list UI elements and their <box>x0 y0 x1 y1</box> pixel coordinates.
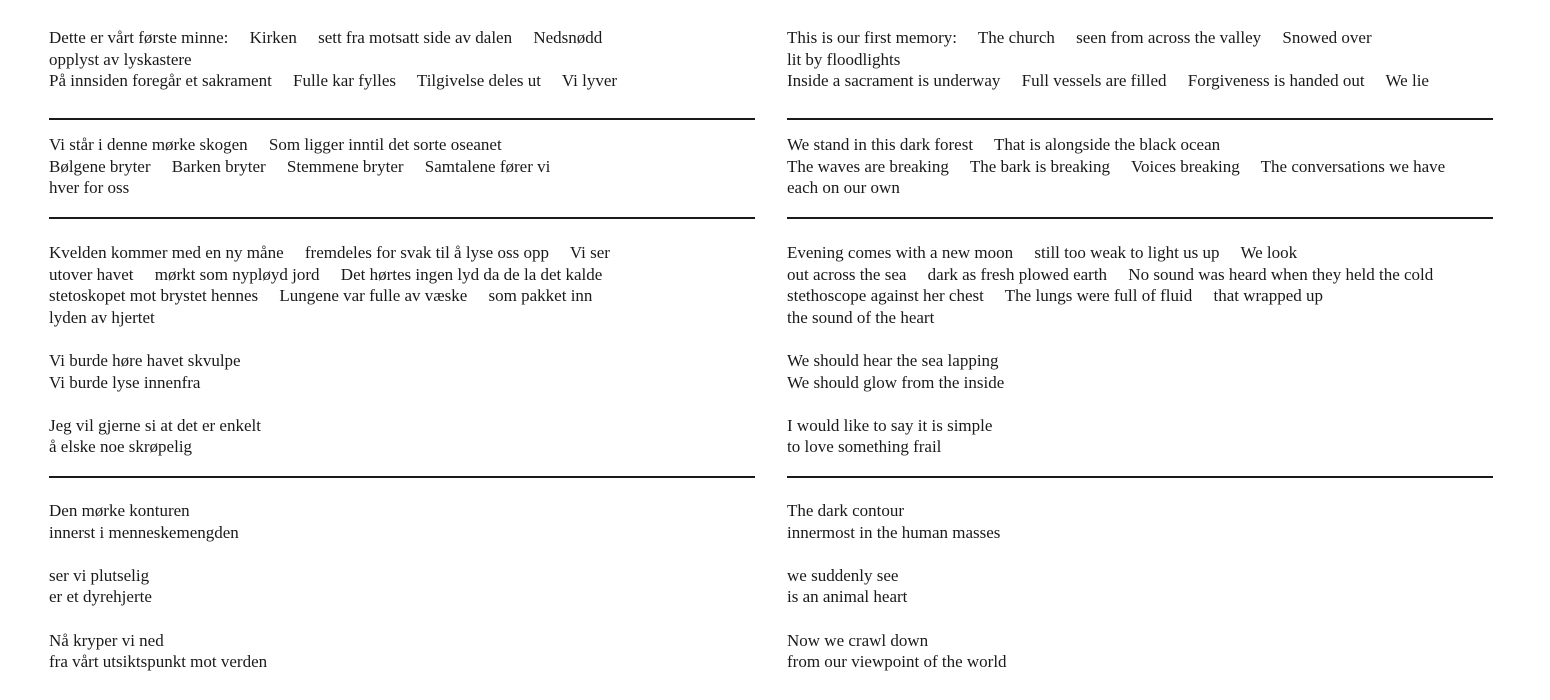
stanza-gap <box>787 608 1493 630</box>
divider-3 <box>49 476 755 478</box>
poem-line: Evening comes with a new moon still too weak to light us up We look <box>787 243 1298 262</box>
poem-line: Dette er vårt første minne: Kirken sett fra motsatt side av dalen Nedsnødd <box>49 28 603 47</box>
stanza-gap <box>787 393 1493 415</box>
poem-line: Bølgene bryter Barken bryter Stemmene bryter Samtalene fører vi <box>49 156 551 176</box>
poem-line: Vi burde lyse innenfra <box>49 372 201 392</box>
poem-line: the sound of the heart <box>787 307 935 327</box>
poem-line: stethoscope against her chest The lungs were full of fluid that wrapped up <box>787 286 1323 306</box>
poem-line: to love something frail <box>787 437 942 457</box>
poem-line: We stand in this dark forest That is alongside the black ocean <box>787 135 1221 154</box>
poem-line: Vi står i denne mørke skogen Som ligger inntil det sorte oseanet <box>49 135 502 154</box>
poem-line: We should hear the sea lapping <box>787 350 999 370</box>
poem-line: we suddenly see <box>787 565 899 585</box>
poem-line: from our viewpoint of the world <box>787 652 1007 672</box>
divider-2 <box>49 217 755 219</box>
poem-line: out across the sea dark as fresh plowed earth No sound was heard when they held the cold <box>787 264 1434 284</box>
divider-1 <box>49 118 755 120</box>
stanza-gap <box>49 393 755 415</box>
poem-line: We should glow from the inside <box>787 372 1005 392</box>
poem-line: innermost in the human masses <box>787 522 1001 542</box>
stanza-gap <box>787 543 1493 565</box>
poem-line: This is our first memory: The church seen from across the valley Snowed over <box>787 28 1372 47</box>
poem-line: ser vi plutselig <box>49 565 150 585</box>
poem-line: I would like to say it is simple <box>787 415 993 435</box>
poem-line: Jeg vil gjerne si at det er enkelt <box>49 415 261 435</box>
stanza-4-english <box>787 500 1493 673</box>
poem-line: å elske noe skrøpelig <box>49 437 193 457</box>
stanza-2-english <box>787 134 1493 199</box>
stanza-gap <box>49 608 755 630</box>
divider-1 <box>787 118 1493 120</box>
stanza-1-english <box>787 27 1493 92</box>
poem-line: Now we crawl down <box>787 630 929 650</box>
poem-line: utover havet mørkt som nypløyd jord Det hørtes ingen lyd da de la det kalde <box>49 264 603 284</box>
poem-line: Nå kryper vi ned <box>49 630 164 650</box>
stanza-3-english <box>787 242 1493 458</box>
poem-line: Den mørke konturen <box>49 501 190 520</box>
poem-line: På innsiden foregår et sakrament Fulle kar fylles Tilgivelse deles ut Vi lyver <box>49 71 618 91</box>
poem-line: hver for oss <box>49 178 130 198</box>
poem-line: er et dyrehjerte <box>49 587 152 607</box>
stanza-1-norwegian <box>49 27 755 92</box>
divider-2 <box>787 217 1493 219</box>
poem-line: The waves are breaking The bark is breaking Voices breaking The conversations we have <box>787 156 1446 176</box>
divider-3 <box>787 476 1493 478</box>
poem-line: Kvelden kommer med en ny måne fremdeles for svak til å lyse oss opp Vi ser <box>49 243 610 262</box>
poem-line: The dark contour <box>787 501 905 520</box>
poem-line: lyden av hjertet <box>49 307 155 327</box>
poem-line: opplyst av lyskastere <box>49 49 192 69</box>
stanza-gap <box>49 543 755 565</box>
stanza-2-norwegian <box>49 134 755 199</box>
poem-line: Vi burde høre havet skvulpe <box>49 350 241 370</box>
poem-line: is an animal heart <box>787 587 908 607</box>
stanza-gap <box>49 328 755 350</box>
poem-line: lit by floodlights <box>787 49 901 69</box>
poem-line: fra vårt utsiktspunkt mot verden <box>49 652 268 672</box>
stanza-4-norwegian <box>49 500 755 673</box>
stanza-3-norwegian <box>49 242 755 458</box>
poem-line: innerst i menneskemengden <box>49 522 239 542</box>
poem-line: each on our own <box>787 178 900 198</box>
poem-line: Inside a sacrament is underway Full vessels are filled Forgiveness is handed out We lie <box>787 71 1429 91</box>
poem-line: stetoskopet mot brystet hennes Lungene var fulle av væske som pakket inn <box>49 286 593 306</box>
stanza-gap <box>787 328 1493 350</box>
